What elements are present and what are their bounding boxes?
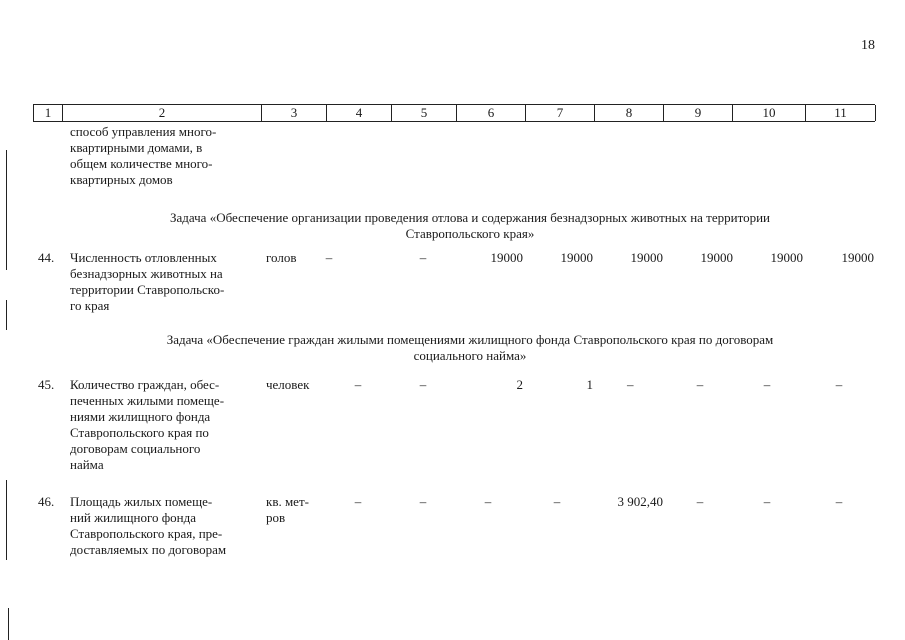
text-line: территории Ставропольско- (70, 282, 225, 297)
value-col9: – (696, 494, 704, 509)
value-col11: – (835, 494, 843, 509)
value-col5: – (419, 494, 427, 509)
value-col11: 19000 (841, 250, 874, 265)
unit: голов (266, 250, 297, 265)
value-col5: – (419, 250, 427, 265)
text-line: го края (70, 298, 110, 313)
value-col8: 3 902,40 (617, 494, 663, 509)
row-number: 46. (38, 494, 55, 509)
col-9: 9 (663, 105, 732, 121)
text-line: доставляемых по договорам (70, 542, 227, 557)
col-7: 7 (525, 105, 594, 121)
col-2: 2 (62, 105, 261, 121)
continued-indicator-text (70, 124, 256, 188)
unit: человек (266, 377, 310, 392)
col-4: 4 (326, 105, 391, 121)
indicator-name (70, 494, 256, 558)
col-11: 11 (805, 105, 876, 121)
value-col9: 19000 (700, 250, 733, 265)
value-col9: – (696, 377, 704, 392)
text-line: общем количестве много- (70, 156, 213, 171)
text-line: Площадь жилых помеще- (70, 494, 213, 509)
text-line: Численность отловленных (70, 250, 217, 265)
col-8: 8 (594, 105, 663, 121)
text-line: квартирных домов (70, 172, 173, 187)
value-col4: – (354, 377, 362, 392)
margin-mark (6, 480, 7, 560)
value-col6: 2 (516, 377, 523, 392)
text-line: Количество граждан, обес- (70, 377, 220, 392)
text-line: способ управления много- (70, 124, 217, 139)
margin-mark (6, 150, 7, 270)
text-line: ний жилищного фонда (70, 510, 196, 525)
value-col8: – (627, 377, 634, 392)
task-heading-line: Задача «Обеспечение организации проведения отлова и содержания безнадзорных животных на территории (169, 210, 771, 225)
value-col10: – (763, 377, 771, 392)
value-col7: – (553, 494, 561, 509)
text-line: Ставропольского края по (70, 425, 209, 440)
text-line: ров (266, 510, 286, 525)
value-col6: 19000 (490, 250, 523, 265)
col-6: 6 (456, 105, 525, 121)
value-col7: 1 (586, 377, 593, 392)
indicator-name (70, 377, 256, 473)
col-1: 1 (33, 105, 62, 121)
value-col4: – (325, 250, 333, 265)
text-line: договорам социального (70, 441, 201, 456)
col-5: 5 (391, 105, 456, 121)
unit (266, 494, 309, 526)
task-heading (60, 210, 880, 242)
value-col8: 19000 (630, 250, 663, 265)
text-line: Ставропольского края, пре- (70, 526, 223, 541)
row-number: 44. (38, 250, 55, 265)
task-heading (60, 332, 880, 364)
col-3: 3 (261, 105, 326, 121)
value-col10: – (763, 494, 771, 509)
task-heading-line: Задача «Обеспечение граждан жилыми помещениями жилищного фонда Ставропольского края по договорам (166, 332, 774, 347)
value-col10: 19000 (770, 250, 803, 265)
value-col5: – (419, 377, 427, 392)
value-col4: – (354, 494, 362, 509)
column-number-header (33, 104, 875, 122)
text-line: печенных жилыми помеще- (70, 393, 225, 408)
text-line: квартирными домами, в (70, 140, 203, 155)
margin-mark (8, 608, 9, 640)
text-line: безнадзорных животных на (70, 266, 223, 281)
task-heading-line: социального найма» (413, 348, 527, 363)
page-number: 18 (861, 38, 875, 53)
margin-mark (6, 300, 7, 330)
text-line: кв. мет- (266, 494, 309, 509)
value-col11: – (835, 377, 843, 392)
value-col6: – (484, 494, 492, 509)
text-line: найма (70, 457, 104, 472)
col-10: 10 (732, 105, 805, 121)
value-col7: 19000 (560, 250, 593, 265)
row-number: 45. (38, 377, 55, 392)
indicator-name (70, 250, 256, 314)
text-line: ниями жилищного фонда (70, 409, 211, 424)
task-heading-line: Ставропольского края» (405, 226, 535, 241)
